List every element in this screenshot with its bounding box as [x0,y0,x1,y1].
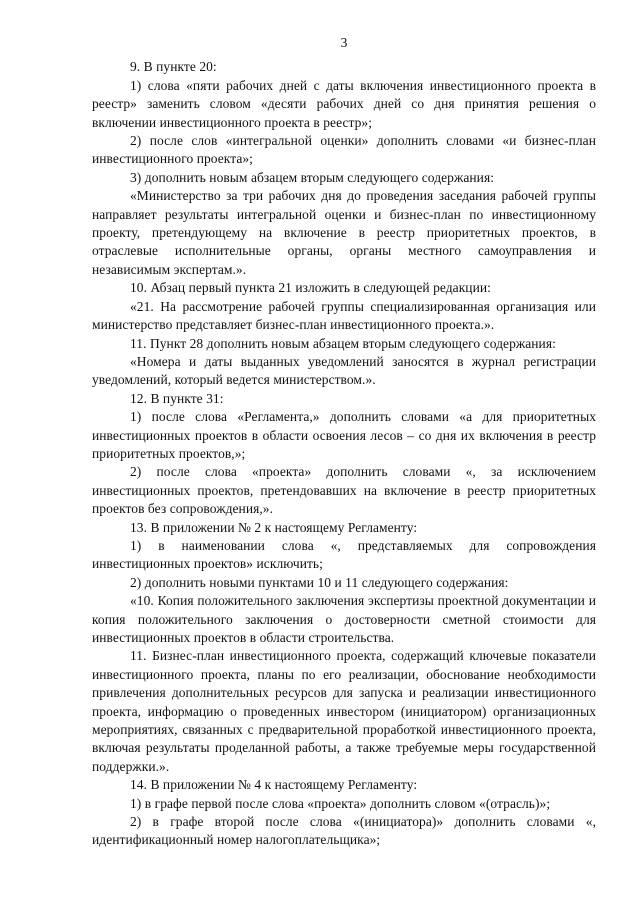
item-12-subitem-1: 1) после слова «Регламента,» дополнить словами «а для приоритетных инвестиционных проектов в области освоения лесов – со дня их включения в реестр приоритетных проектов,»; [92,409,596,461]
item-11-quote: «Номера и даты выданных уведомлений заносятся в журнал регистрации уведомлений, который ведется министерством.». [92,353,596,388]
item-9-heading: 9. В пункте 20: [130,59,217,75]
item-10-heading: 10. Абзац первый пункта 21 изложить в следующей редакции: [130,280,491,296]
item-13-subitem-1: 1) в наименовании слова «, представляемых для сопровождения инвестиционных проектов» исключить; [92,537,596,572]
item-14-subitem-2: 2) в графе второй после слова «(инициатора)» дополнить словами «, идентификационный номер налогоплательщика»; [92,814,596,848]
item-10-quote: «21. На рассмотрение рабочей группы специализированная организация или министерство представляет бизнес-план инвестиционного проекта.». [92,298,596,333]
item-9-subitem-2: 2) после слов «интегральной оценки» дополнить словами «и бизнес-план инвестиционного проекта»; [92,133,596,167]
item-9-subitem-3: 3) дополнить новым абзацем вторым следующего содержания: [130,169,495,185]
item-9-quote: «Министерство за три рабочих дня до проведения заседания рабочей группы направляет результаты интегральной оценки и бизнес-план по инвестиционному проекту, претендующему на включение в реестр приоритетных проектов, в отраслевые исполнительные органы, органы местного самоуправления и независимым экспертам.». [92,188,596,277]
item-11-heading: 11. Пункт 28 дополнить новым абзацем вторым следующего содержания: [130,335,556,351]
document-page [92,34,596,850]
item-12-heading: 12. В пункте 31: [130,390,224,406]
item-13-quote-11: 11. Бизнес-план инвестиционного проекта, содержащий ключевые показатели инвестиционного проекта, планы по его реализации, обоснование необходимости привлечения дополнительных ресурсов для запуска и реализации инвестиционного проекта, информацию о проведенных инвестором (инициатором) организационных мероприятиях, связанных с предварительной проработкой инвестиционного проекта, включая результаты проделанной работы, а также требуемые меры государственной поддержки.». [92,648,596,774]
item-13-heading: 13. В приложении № 2 к настоящему Регламенту: [130,519,418,535]
page-number: 3 [340,35,348,50]
item-13-quote-10: «10. Копия положительного заключения экспертизы проектной документации и копия положительного заключения о достоверности сметной стоимости для инвестиционных проектов в области строительства. [92,593,596,645]
item-9-subitem-1: 1) слова «пяти рабочих дней с даты включения инвестиционного проекта в реестр» заменить словом «десяти рабочих дней со дня принятия решения о включении инвестиционного проекта в реестр»; [92,77,596,130]
item-14-heading: 14. В приложении № 4 к настоящему Регламенту: [130,777,418,793]
item-13-subitem-2: 2) дополнить новыми пунктами 10 и 11 следующего содержания: [130,574,509,590]
item-14-subitem-1: 1) в графе первой после слова «проекта» дополнить словом «(отрасль)»; [130,795,551,811]
item-12-subitem-2: 2) после слова «проекта» дополнить словами «, за исключением инвестиционных проектов, претендовавших на включение в реестр приоритетных проектов без сопровождения,». [92,464,596,517]
